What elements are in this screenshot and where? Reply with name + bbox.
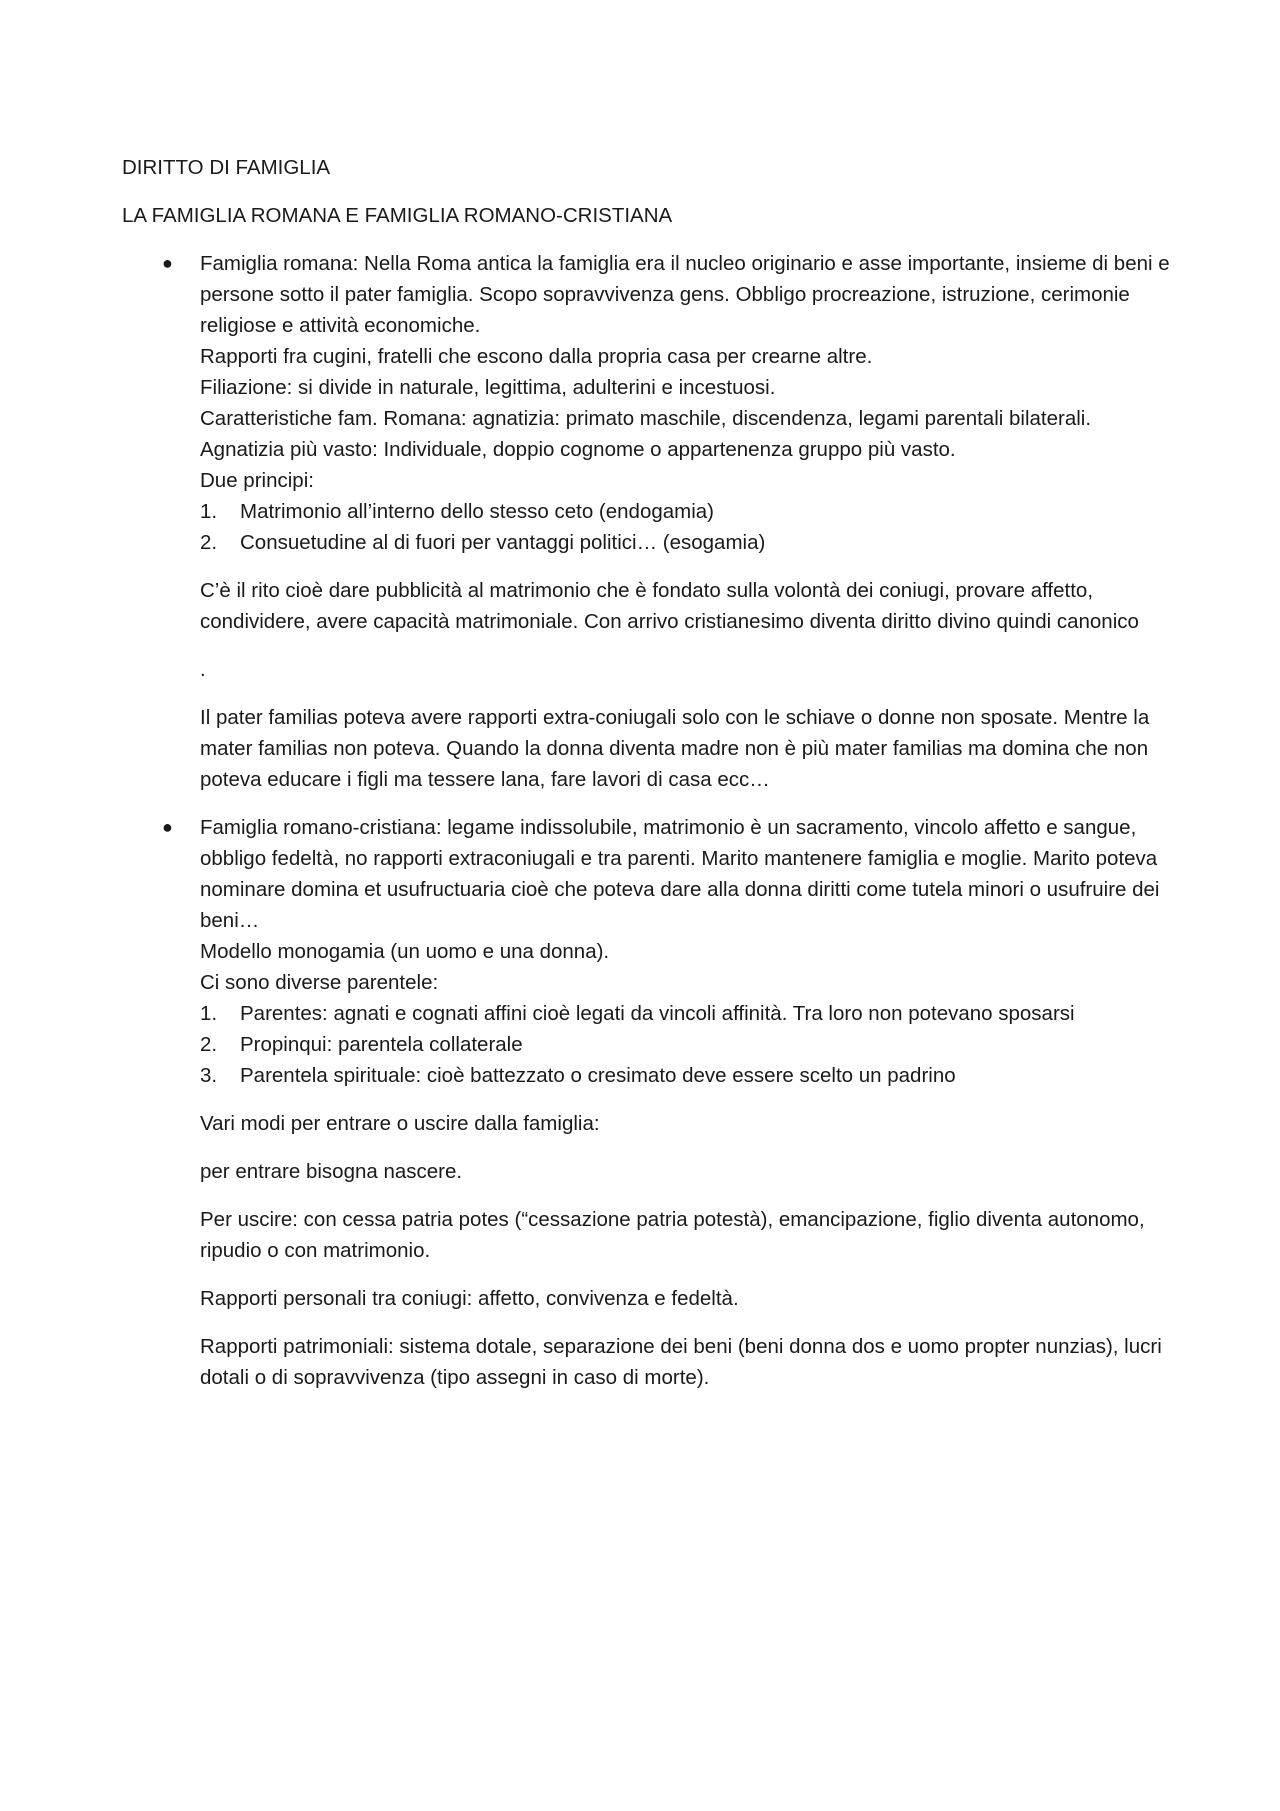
paragraph-line: Famiglia romana: Nella Roma antica la famiglia era il nucleo originario e asse importante, insieme di beni e persone sotto il pater famiglia. Scopo sopravvivenza gens. Obbligo procreazione, istruzione, cerimonie religiose e attività economiche. bbox=[200, 252, 1170, 337]
list-item bbox=[200, 1029, 1172, 1060]
document-subtitle: LA FAMIGLIA ROMANA E FAMIGLIA ROMANO-CRISTIANA bbox=[122, 204, 673, 227]
numbered-list bbox=[200, 998, 1172, 1091]
list-item bbox=[200, 496, 1172, 527]
paragraph-line: Rapporti fra cugini, fratelli che escono dalla propria casa per crearne altre. bbox=[200, 345, 873, 368]
numbered-list bbox=[200, 496, 1172, 558]
paragraph: per entrare bisogna nascere. bbox=[200, 1160, 463, 1183]
list-item-text: Propinqui: parentela collaterale bbox=[240, 1033, 523, 1056]
bullet-icon: ● bbox=[162, 253, 173, 273]
list-number: 3. bbox=[200, 1064, 218, 1087]
paragraph-line: Agnatizia più vasto: Individuale, doppio cognome o appartenenza gruppo più vasto. bbox=[200, 438, 956, 461]
list-item bbox=[200, 1060, 1172, 1091]
paragraph-line: Ci sono diverse parentele: bbox=[200, 971, 439, 994]
paragraph-line: Filiazione: si divide in naturale, legittima, adulterini e incestuosi. bbox=[200, 376, 776, 399]
list-item-text: Matrimonio all’interno dello stesso ceto (endogamia) bbox=[240, 500, 715, 523]
paragraph: Il pater familias poteva avere rapporti extra-coniugali solo con le schiave o donne non sposate. Mentre la mater familias non poteva. Quando la donna diventa madre non è più mater familias ma domina che non poteva educare i figli ma tessere lana, fare lavori di casa ecc… bbox=[200, 706, 1150, 791]
document-title: DIRITTO DI FAMIGLIA bbox=[122, 156, 331, 179]
list-number: 1. bbox=[200, 500, 218, 523]
list-item-text: Parentela spirituale: cioè battezzato o cresimato deve essere scelto un padrino bbox=[240, 1064, 956, 1087]
paragraph-line: Due principi: bbox=[200, 469, 314, 492]
paragraph: Rapporti patrimoniali: sistema dotale, separazione dei beni (beni donna dos e uomo propter nunzias), lucri dotali o di sopravvivenza (tipo assegni in caso di morte). bbox=[200, 1335, 1162, 1389]
bullet-section-famiglia-romana bbox=[122, 248, 1172, 795]
paragraph-line: Caratteristiche fam. Romana: agnatizia: primato maschile, discendenza, legami parentali bilaterali. bbox=[200, 407, 1092, 430]
document-body bbox=[122, 152, 1172, 1410]
list-number: 2. bbox=[200, 531, 218, 554]
paragraph-line: Famiglia romano-cristiana: legame indissolubile, matrimonio è un sacramento, vincolo affetto e sangue, obbligo fedeltà, no rapporti extraconiugali e tra parenti. Marito mantenere famiglia e moglie. Marito poteva nominare domina et usufructuaria cioè che poteva dare alla donna diritti come tutela minori o usufruire dei beni… bbox=[200, 816, 1160, 932]
list-item-text: Parentes: agnati e cognati affini cioè legati da vincoli affinità. Tra loro non potevano sposarsi bbox=[240, 1002, 1075, 1025]
paragraph: Vari modi per entrare o uscire dalla famiglia: bbox=[200, 1112, 600, 1135]
paragraph: C’è il rito cioè dare pubblicità al matrimonio che è fondato sulla volontà dei coniugi, provare affetto, condividere, avere capacità matrimoniale. Con arrivo cristianesimo diventa diritto divino quindi canonico bbox=[200, 579, 1139, 633]
paragraph-dot: . bbox=[200, 658, 206, 681]
bullet-icon: ● bbox=[162, 817, 173, 837]
paragraph-line: Modello monogamia (un uomo e una donna). bbox=[200, 940, 610, 963]
list-number: 1. bbox=[200, 1002, 218, 1025]
paragraph: Per uscire: con cessa patria potes (“cessazione patria potestà), emancipazione, figlio diventa autonomo, ripudio o con matrimonio. bbox=[200, 1208, 1145, 1262]
list-item bbox=[200, 998, 1172, 1029]
list-item bbox=[200, 527, 1172, 558]
list-number: 2. bbox=[200, 1033, 218, 1056]
list-item-text: Consuetudine al di fuori per vantaggi politici… (esogamia) bbox=[240, 531, 766, 554]
bullet-section-famiglia-romano-cristiana bbox=[122, 812, 1172, 1393]
paragraph: Rapporti personali tra coniugi: affetto, convivenza e fedeltà. bbox=[200, 1287, 739, 1310]
